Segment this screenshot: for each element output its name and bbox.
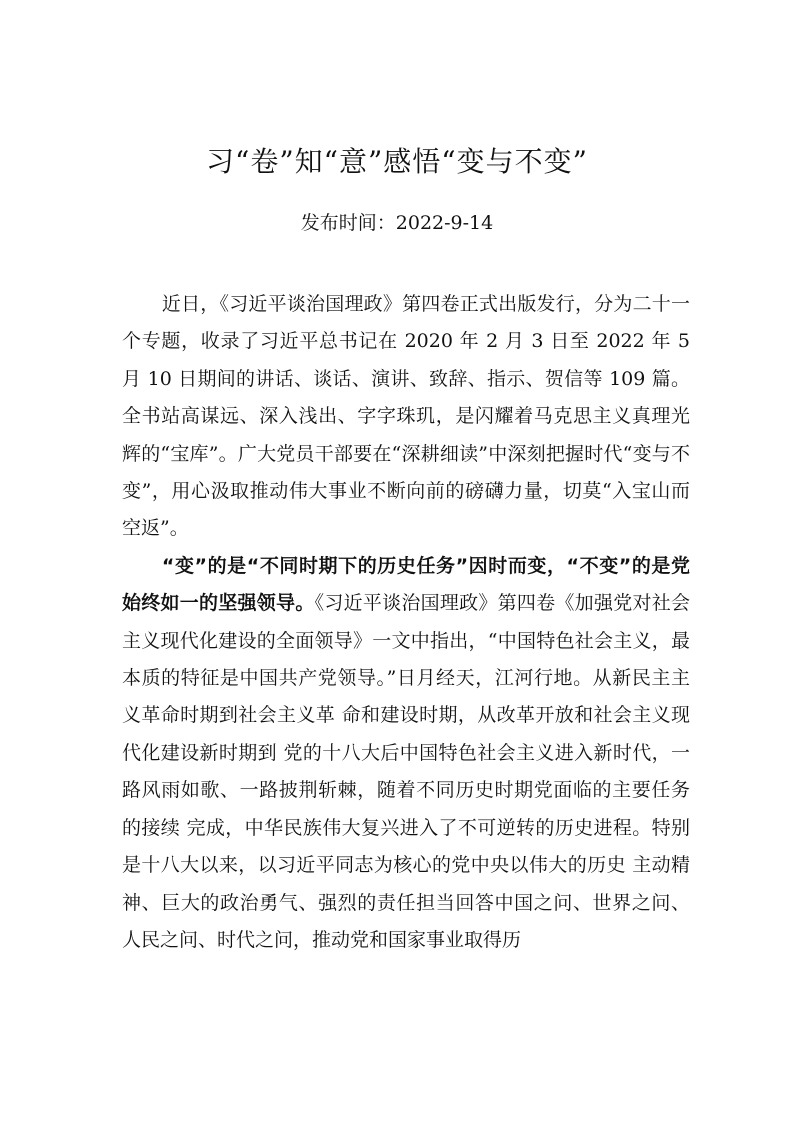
paragraph-2	[122, 548, 690, 959]
publish-date: 发布时间：2022-9-14	[300, 212, 494, 234]
paragraph-1	[122, 286, 690, 548]
paragraph-2-text: 《习近平谈治国理政》第四卷《加强党对社会主义现代化建设的全面领导》一文中指出，“中国特色社会主义，最本质的特征是中国共产党领导。”日月经天，江河行地。从新民主主义革命时期到社会主义革 命和建设时期，从改革开放和社会主义现代化建设新时期到 党的十八大后中国特色社会主义进入新时代，一路风雨如歌、一路披荆斩棘，随着不同历史时期党面临的主要任务的接续 完成，中华民族伟大复兴进入了不可逆转的历史进程。特别 是十八大以来，以习近平同志为核心的党中央以伟大的历史 主动精神、巨大的政治勇气、强烈的责任担当回答中国之问、世界之问、人民之问、时代之问，推动党和国家事业取得历	[122, 592, 690, 951]
paragraph-1-text: 近日，《习近平谈治国理政》第四卷正式出版发行，分为二十一个专题，收录了习近平总书记在 2020 年 2 月 3 日至 2022 年 5 月 10 日期间的讲话、谈话、演讲、致辞、指示、贺信等 109 篇。全书站高谋远、深入浅出、字字珠玑，是闪耀着马克思主义真理光辉的“宝库”。广大党员干部要在“深耕细读”中深刻把握时代“变与不变”，用心汲取推动伟大事业不断向前的磅礴力量，切莫“入宝山而空返”。	[122, 293, 690, 540]
paragraph-2-lead: “变”的是“不同时期下的历史任务”因时而变，“不变”的是党始终如一的坚强领导。	[122, 554, 690, 615]
article-title: 习“卷”知“意”感悟“变与不变”	[206, 145, 588, 178]
article-body	[122, 286, 690, 959]
